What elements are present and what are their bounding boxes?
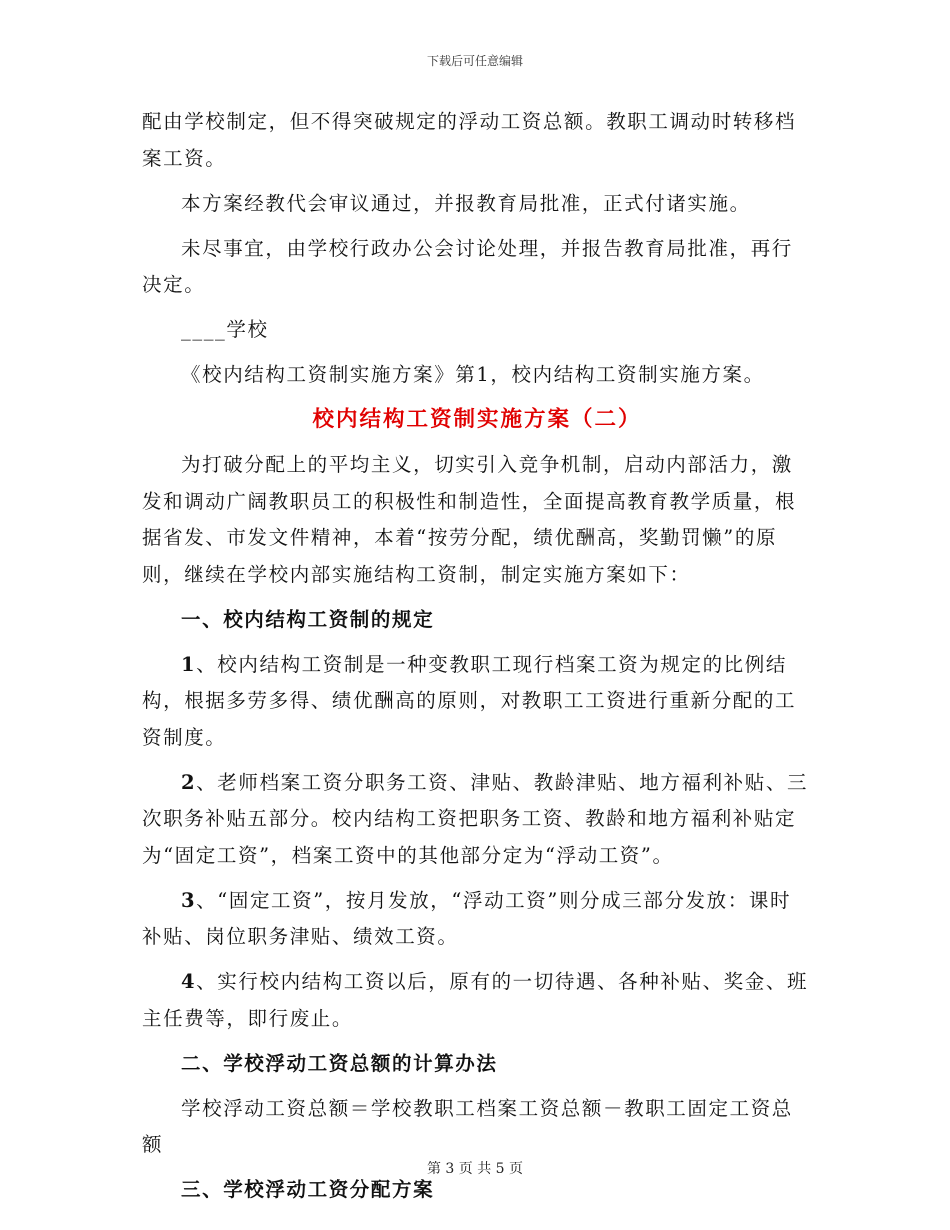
page-footer: 第 3 页 共 5 页 xyxy=(426,1161,524,1177)
paragraph-intro: 为打破分配上的平均主义，切实引入竞争机制，启动内部活力，激发和调动广阔教职员工的积极性和制造性，全面提高教育教学质量，根据省发、市发文件精神，本着“按劳分配，绩优酬高，奖勤罚懒”的原则，继续在学校内部实施结构工资制，制定实施方案如下： xyxy=(142,453,797,586)
item-number: 3 xyxy=(181,888,197,912)
document-body xyxy=(142,104,812,1217)
paragraph-approval: 本方案经教代会审议通过，并报教育局批准，正式付诸实施。 xyxy=(181,191,751,215)
list-item xyxy=(142,765,812,875)
item-number: 4 xyxy=(181,970,197,993)
list-item xyxy=(142,964,812,1037)
paragraph-formula: 学校浮动工资总额＝学校教职工档案工资总额－教职工固定工资总额 xyxy=(142,1096,793,1156)
list-item xyxy=(142,647,812,757)
section-heading-2: 二、学校浮动工资总额的计算办法 xyxy=(181,1051,498,1075)
item-text: 、校内结构工资制是一种变教职工现行档案工资为规定的比例结构，根据多劳多得、绩优酬高的原则，对教职工工资进行重新分配的工资制度。 xyxy=(142,652,797,749)
paragraph-reference: 《校内结构工资制实施方案》第1，校内结构工资制实施方案。 xyxy=(181,363,765,386)
paragraph-school-signature: ____学校 xyxy=(181,318,269,341)
page-header: 下载后可任意编辑 xyxy=(426,54,523,68)
document-title: 校内结构工资制实施方案（二） xyxy=(312,407,642,432)
section-heading-1: 一、校内结构工资制的规定 xyxy=(181,607,435,631)
paragraph-continuation: 配由学校制定，但不得突破规定的浮动工资总额。教职工调动时转移档案工资。 xyxy=(142,110,797,170)
paragraph-unfinished-matters: 未尽事宜，由学校行政办公会讨论处理，并报告教育局批准，再行决定。 xyxy=(142,236,793,296)
item-text: 、实行校内结构工资以后，原有的一切待遇、各种补贴、奖金、班主任费等，即行废止。 xyxy=(142,970,809,1030)
item-number: 1 xyxy=(181,652,197,676)
list-item xyxy=(142,883,812,956)
item-text: 、“固定工资”，按月发放，“浮动工资”则分成三部分发放：课时补贴、岗位职务津贴、绩效工资。 xyxy=(142,888,792,948)
item-number: 2 xyxy=(181,770,197,794)
item-text: 、老师档案工资分职务工资、津贴、教龄津贴、地方福利补贴、三次职务补贴五部分。校内结构工资把职务工资、教龄和地方福利补贴定为“固定工资”，档案工资中的其他部分定为“浮动工资”。 xyxy=(142,770,809,867)
section-heading-3: 三、学校浮动工资分配方案 xyxy=(181,1178,435,1201)
